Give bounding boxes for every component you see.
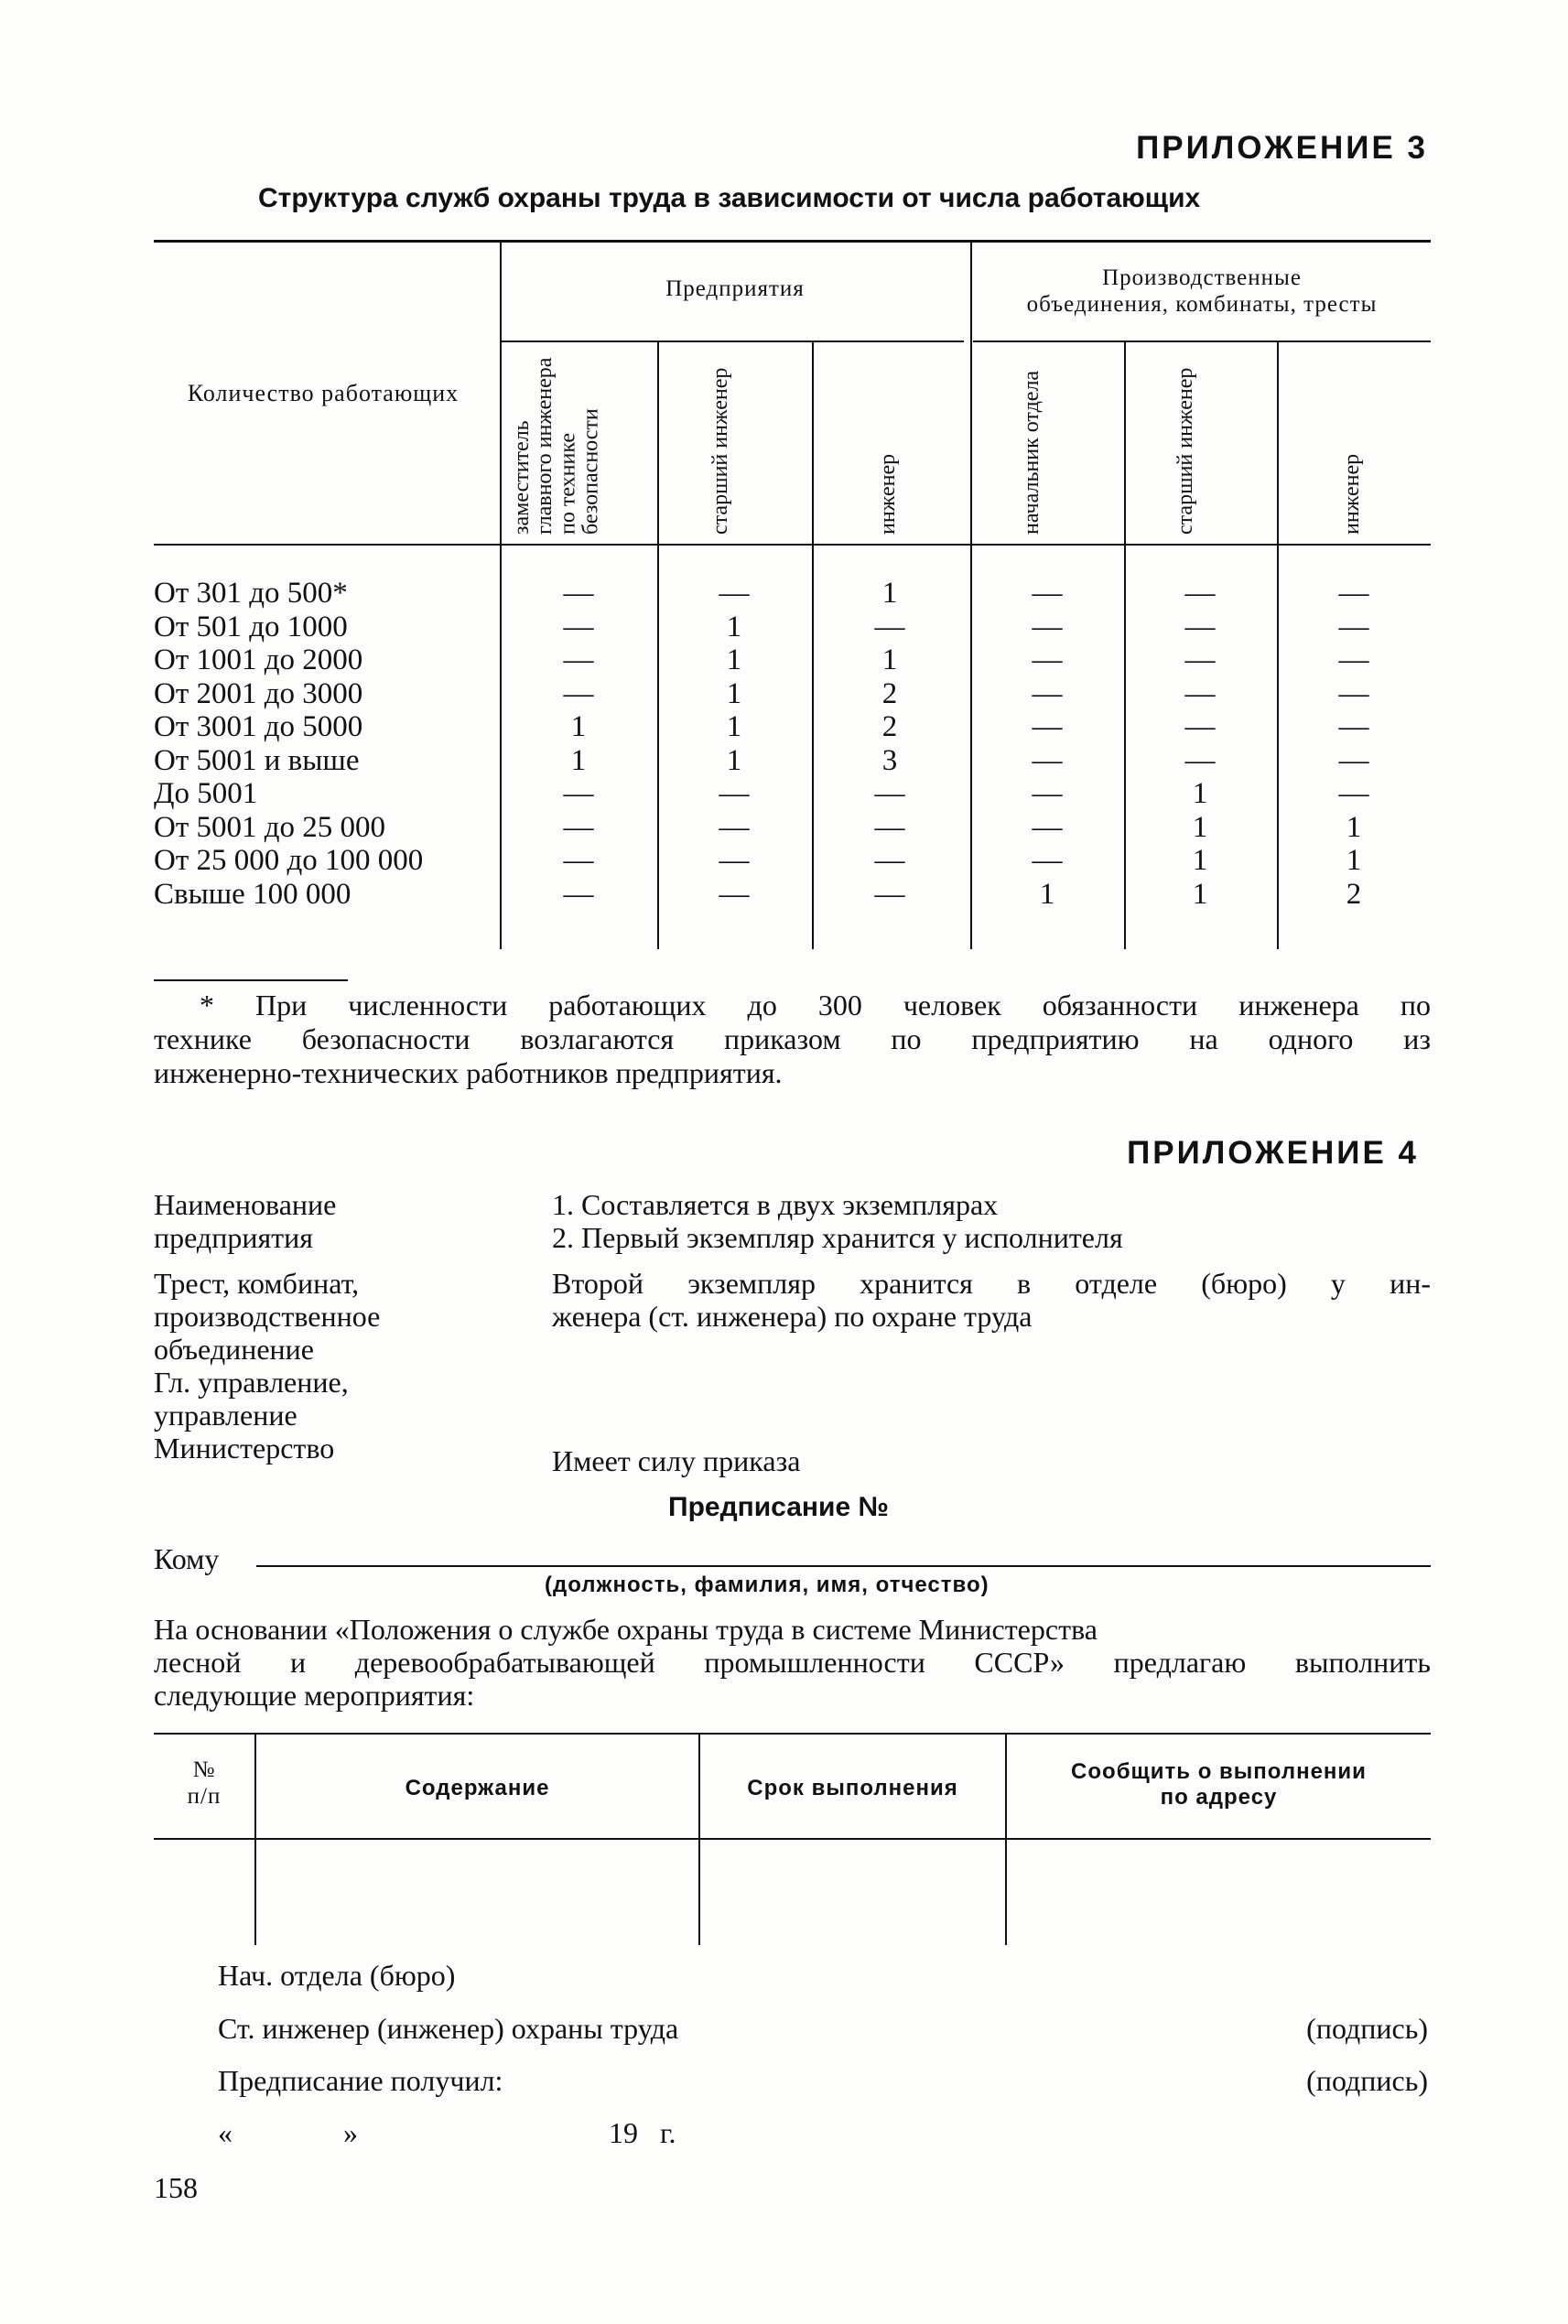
table-cell: — (719, 877, 750, 911)
col-divider (254, 1735, 256, 1945)
appendix4-title: ПРИЛОЖЕНИЕ 4 (1127, 1135, 1419, 1171)
col-header-report: Сообщить о выполнении по адресу (1071, 1759, 1367, 1810)
order-table-header-bottom (154, 1838, 1431, 1840)
issuer-line: управление (154, 1399, 297, 1432)
table-cell: — (874, 844, 905, 877)
table-top-rule (154, 240, 1431, 243)
sig-department-head: Нач. отдела (бюро) (218, 1959, 456, 1992)
order-title: Предписание № (668, 1492, 889, 1522)
header-bottom-rule (154, 544, 1431, 546)
signature-placeholder: (подпись) (1306, 2012, 1428, 2045)
row-label: От 301 до 500* (154, 577, 348, 610)
table-cell: 2 (1346, 877, 1362, 911)
table-cell: — (719, 810, 750, 844)
col-divider (1277, 342, 1279, 949)
col-divider (657, 342, 659, 949)
table-cell: 1 (726, 643, 742, 676)
issuer-line: Наименование (154, 1188, 337, 1221)
subcol-deputy-chief-engineer: заместитель главного инженера по технике безопасности (510, 357, 603, 535)
table-cell: 3 (881, 743, 898, 777)
table-cell: 1 (1192, 777, 1208, 810)
subcol-senior-engineer: старший инженер (1173, 367, 1197, 535)
table-cell: 1 (1346, 844, 1362, 877)
table-cell: — (874, 777, 905, 810)
table-cell: — (1338, 643, 1369, 676)
table-cell: — (563, 877, 594, 911)
table-cell: — (563, 643, 594, 676)
table-cell: — (563, 777, 594, 810)
table-cell: — (1338, 610, 1369, 643)
footnote-rule (154, 979, 348, 981)
table-cell: 1 (1192, 844, 1208, 877)
page-number: 158 (154, 2171, 198, 2204)
table-cell: — (1184, 710, 1216, 743)
table-cell: — (1032, 676, 1063, 710)
issuer-line: объединение (154, 1333, 314, 1366)
table-cell: — (1032, 643, 1063, 676)
row-label: От 1001 до 2000 (154, 643, 363, 676)
table-cell: — (563, 577, 594, 610)
table-cell: — (1184, 643, 1216, 676)
table-cell: 1 (726, 676, 742, 710)
table-cell: — (1184, 676, 1216, 710)
table-cell: — (1032, 777, 1063, 810)
table-cell: — (1032, 610, 1063, 643)
date-close-quote: » (343, 2116, 358, 2149)
col-header-number: № п/п (187, 1757, 222, 1809)
table-cell: 1 (881, 643, 898, 676)
table-cell: — (1338, 710, 1369, 743)
table-cell: — (1338, 676, 1369, 710)
sig-senior-engineer: Ст. инженер (инженер) охраны труда (218, 2012, 679, 2045)
table-cell: 1 (881, 577, 898, 610)
order-table-top (154, 1733, 1431, 1735)
instruction-line: женера (ст. инженера) по охране труда (552, 1300, 1033, 1333)
table-cell: — (563, 810, 594, 844)
row-label: От 501 до 1000 (154, 610, 348, 643)
to-field-line[interactable] (256, 1565, 1431, 1567)
row-label: От 25 000 до 100 000 (154, 844, 424, 877)
subcol-engineer: инженер (1340, 453, 1364, 535)
table-cell: 1 (726, 710, 742, 743)
sig-received-by: Предписание получил: (218, 2064, 503, 2097)
table-cell: 1 (1192, 877, 1208, 911)
table-cell: — (1032, 844, 1063, 877)
row-label: От 5001 до 25 000 (154, 810, 386, 844)
instruction-line: 1. Составляется в двух экземплярах (552, 1188, 999, 1221)
table-cell: — (1338, 777, 1369, 810)
group-header-enterprises: Предприятия (665, 276, 805, 301)
table-cell: — (563, 844, 594, 877)
table-cell: — (1032, 743, 1063, 777)
col-divider (500, 243, 502, 949)
table-cell: 1 (726, 743, 742, 777)
col-divider (970, 243, 972, 949)
date-open-quote: « (218, 2116, 232, 2149)
table-cell: — (1338, 743, 1369, 777)
table-cell: 1 (1192, 810, 1208, 844)
table-cell: — (874, 810, 905, 844)
table-cell: 2 (881, 710, 898, 743)
table-cell: — (1032, 577, 1063, 610)
instructions-block (552, 1188, 1431, 1477)
group-header-associations: Производственные объединения, комбинаты, тресты (1026, 265, 1378, 317)
table-cell: — (719, 777, 750, 810)
row-label: До 5001 (154, 777, 258, 810)
group1-rule (502, 340, 964, 342)
appendix3-title: ПРИЛОЖЕНИЕ 3 (1136, 130, 1428, 166)
row-label: От 5001 и выше (154, 743, 360, 777)
table-cell: — (563, 610, 594, 643)
table-cell: — (1032, 710, 1063, 743)
table-cell: — (719, 844, 750, 877)
issuer-line: Трест, комбинат, (154, 1267, 360, 1300)
row-label: От 3001 до 5000 (154, 710, 363, 743)
issuer-line: Министерство (154, 1432, 335, 1465)
table-cell: — (1338, 577, 1369, 610)
table-cell: 1 (1039, 877, 1055, 911)
to-label: Кому (154, 1542, 220, 1575)
table-cell: — (1032, 810, 1063, 844)
table-cell: — (874, 610, 905, 643)
col-header-content: Содержание (405, 1776, 550, 1800)
col-divider (812, 342, 814, 949)
table-cell: — (563, 676, 594, 710)
signature-placeholder: (подпись) (1306, 2064, 1428, 2097)
row-label: От 2001 до 3000 (154, 676, 363, 710)
instruction-line: Имеет силу приказа (552, 1444, 801, 1477)
table-cell: — (1184, 610, 1216, 643)
table-cell: — (874, 877, 905, 911)
subcol-senior-engineer: старший инженер (708, 367, 732, 535)
issuer-line: Гл. управление, (154, 1366, 349, 1399)
appendix3-subtitle: Структура служб охраны труда в зависимости от числа работающих (258, 183, 1201, 213)
table-cell: — (719, 577, 750, 610)
col-divider (1124, 342, 1126, 949)
row-label: Свыше 100 000 (154, 877, 351, 911)
table-cell: 1 (1346, 810, 1362, 844)
footnote: * При численности работающих до 300 человек обязанности инженера по технике безопасности возлагаются приказом по предприятию на одного из инженерно-технических работников предприятия. (154, 989, 1431, 1089)
col-header-deadline: Срок выполнения (747, 1776, 958, 1800)
table-cell: 1 (570, 743, 587, 777)
date-year: 19 г. (609, 2116, 676, 2149)
subcol-engineer: инженер (876, 453, 900, 535)
issuer-line: предприятия (154, 1221, 313, 1254)
col-divider (698, 1735, 700, 1945)
table-cell: 1 (570, 710, 587, 743)
table-cell: 1 (726, 610, 742, 643)
col-header-count: Количество работающих (187, 380, 460, 406)
instruction-line: 2. Первый экземпляр хранится у исполнителя (552, 1221, 1123, 1254)
issuer-line: производственное (154, 1300, 381, 1333)
group2-rule (973, 340, 1431, 342)
to-caption: (должность, фамилия, имя, отчество) (545, 1573, 989, 1597)
instruction-line: Второй экземпляр хранится в отделе (бюро) у ин- (552, 1267, 1431, 1300)
table-cell: — (1184, 577, 1216, 610)
basis-paragraph: На основании «Положения о службе охраны труда в системе Министерства лесной и деревообрабатывающей промышленности СССР» предлагаю выполнить следующие мероприятия: (154, 1613, 1431, 1712)
table-cell: — (1184, 743, 1216, 777)
issuer-block (154, 1188, 380, 1465)
subcol-department-head: начальник отдела (1020, 370, 1044, 535)
table-cell: 2 (881, 676, 898, 710)
